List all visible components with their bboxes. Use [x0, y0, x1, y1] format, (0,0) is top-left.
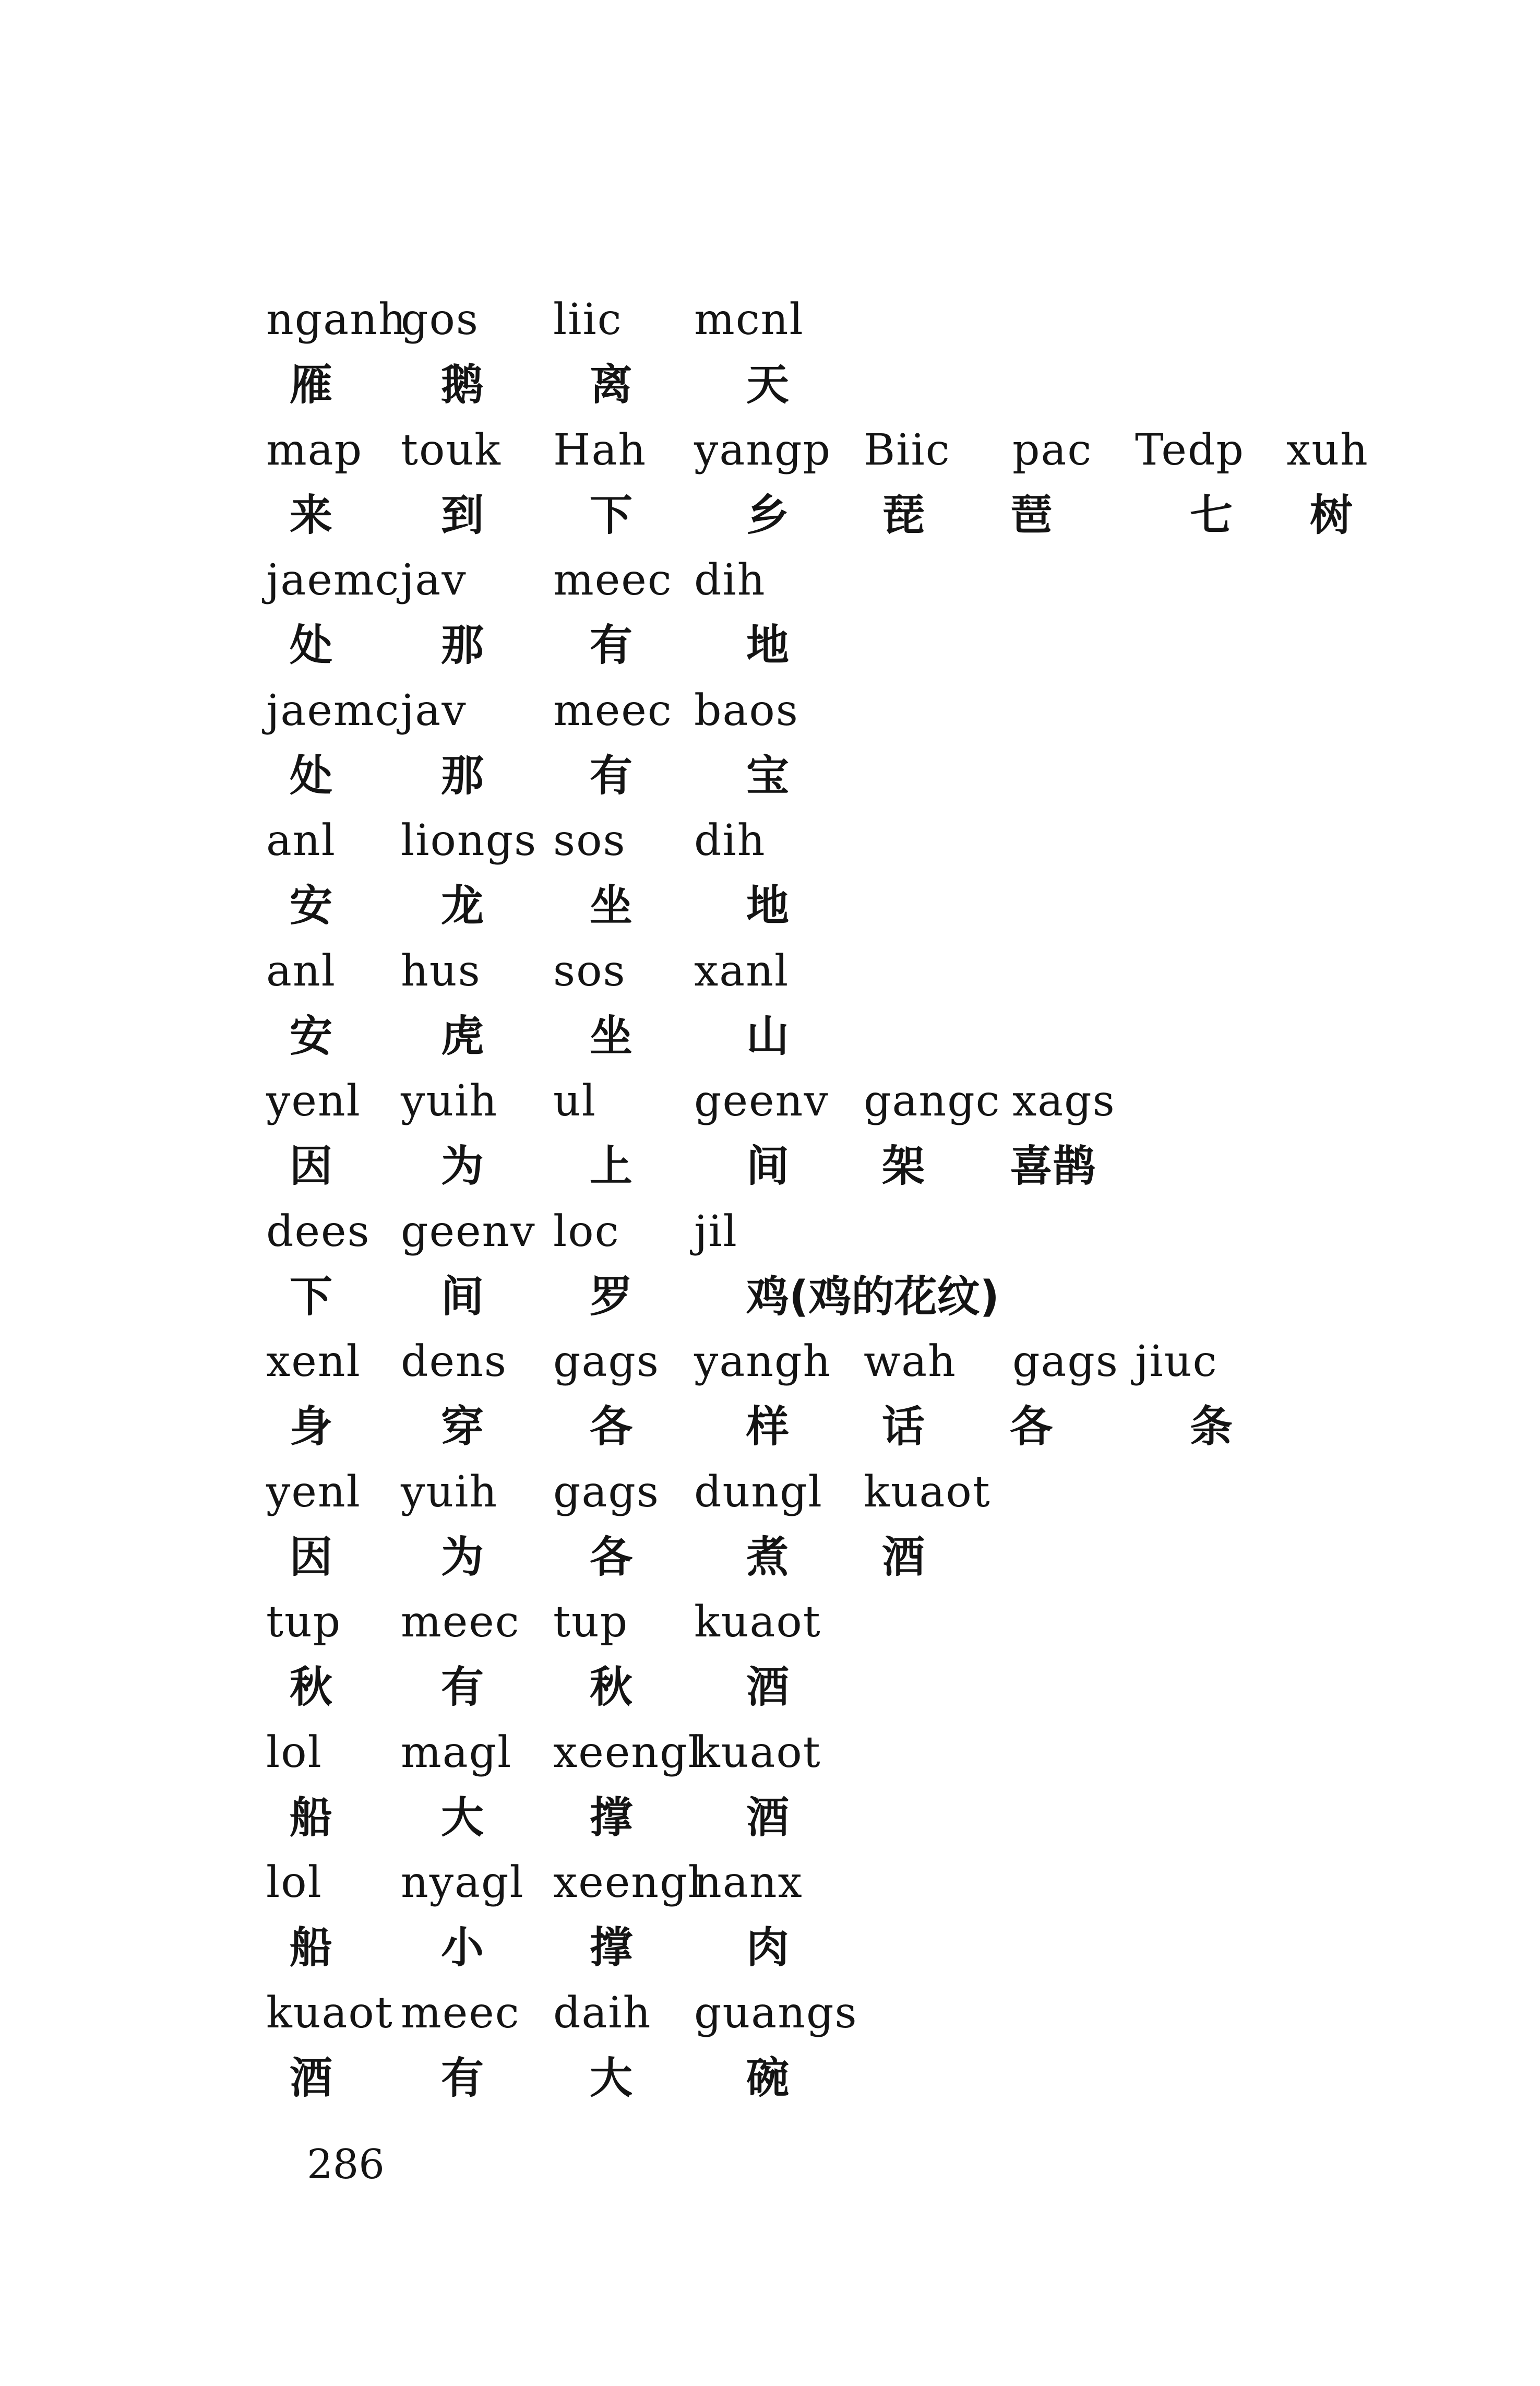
gloss-word: 为 — [441, 1142, 484, 1191]
romanized-word: nyagl — [401, 1858, 524, 1907]
gloss-word: 鸡(鸡的花纹) — [746, 1272, 999, 1322]
page-number: 286 — [307, 2141, 385, 2188]
romanized-word: yuih — [401, 1467, 498, 1517]
gloss-word: 秋 — [290, 1663, 333, 1712]
romanized-word: xanl — [694, 946, 790, 996]
romanized-word: anl — [266, 946, 336, 996]
romanized-word: map — [266, 425, 363, 475]
romanized-word: dungl — [694, 1467, 823, 1517]
romanized-word: jav — [401, 555, 467, 605]
romanized-word: jaemc — [266, 685, 400, 735]
romanized-word: tup — [553, 1597, 629, 1647]
gloss-word: 煮 — [746, 1532, 790, 1582]
gloss-word: 乡 — [746, 490, 790, 540]
romanized-word: Biic — [864, 425, 951, 475]
gloss-word: 有 — [590, 621, 633, 670]
gloss-word: 上 — [590, 1142, 633, 1191]
romanized-word: daih — [553, 1988, 652, 2038]
romanized-word: mcnl — [694, 295, 804, 345]
romanized-word: gos — [401, 295, 479, 345]
romanized-word: anl — [266, 816, 336, 865]
romanized-word: loc — [553, 1206, 620, 1256]
gloss-word: 因 — [290, 1532, 333, 1582]
gloss-word: 有 — [590, 751, 633, 801]
romanized-word: geenv — [401, 1206, 536, 1256]
gloss-word: 安 — [290, 1011, 333, 1061]
gloss-word: 来 — [290, 490, 333, 540]
romanized-word: yangh — [694, 1337, 832, 1386]
gloss-word: 撑 — [590, 1793, 633, 1843]
romanized-word: liic — [553, 295, 623, 345]
gloss-word: 碗 — [746, 2053, 790, 2103]
romanized-word: guangs — [694, 1988, 858, 2038]
romanized-word: sos — [553, 946, 626, 996]
gloss-word: 撑 — [590, 1923, 633, 1973]
gloss-word: 穿 — [441, 1402, 484, 1452]
romanized-word: wah — [864, 1337, 957, 1386]
gloss-word: 琶 — [1010, 490, 1053, 540]
romanized-word: xags — [1012, 1076, 1116, 1126]
gloss-word: 船 — [290, 1923, 333, 1973]
gloss-word: 树 — [1310, 490, 1353, 540]
gloss-word: 各 — [590, 1532, 633, 1582]
romanized-word: gags — [553, 1467, 660, 1517]
gloss-word: 间 — [441, 1272, 484, 1322]
romanized-word: yenl — [266, 1076, 361, 1126]
gloss-word: 那 — [441, 621, 484, 670]
romanized-word: pac — [1012, 425, 1093, 475]
gloss-word: 各 — [590, 1402, 633, 1452]
romanized-word: Tedp — [1135, 425, 1245, 475]
gloss-word: 酒 — [746, 1793, 790, 1843]
gloss-word: 罗 — [590, 1272, 633, 1322]
romanized-word: meec — [553, 555, 673, 605]
romanized-word: ul — [553, 1076, 597, 1126]
romanized-word: touk — [401, 425, 502, 475]
romanized-word: dens — [401, 1337, 507, 1386]
romanized-word: dih — [694, 816, 766, 865]
romanized-word: Hah — [553, 425, 647, 475]
gloss-word: 架 — [882, 1142, 925, 1191]
gloss-word: 天 — [746, 360, 790, 410]
gloss-word: 条 — [1190, 1402, 1233, 1452]
romanized-word: xeengl — [553, 1727, 703, 1777]
gloss-word: 处 — [290, 751, 333, 801]
romanized-word: gags — [1012, 1337, 1119, 1386]
gloss-word: 船 — [290, 1793, 333, 1843]
gloss-word: 坐 — [590, 1011, 633, 1061]
romanized-word: gangc — [864, 1076, 1001, 1126]
gloss-word: 地 — [746, 621, 790, 670]
gloss-word: 离 — [590, 360, 633, 410]
gloss-word: 七 — [1190, 490, 1233, 540]
romanized-word: xenl — [266, 1337, 361, 1386]
romanized-word: gags — [553, 1337, 660, 1386]
gloss-word: 坐 — [590, 881, 633, 931]
gloss-word: 话 — [882, 1402, 925, 1452]
gloss-word: 到 — [441, 490, 484, 540]
gloss-word: 间 — [746, 1142, 790, 1191]
gloss-word: 山 — [746, 1011, 790, 1061]
romanized-word: yenl — [266, 1467, 361, 1517]
gloss-word: 地 — [746, 881, 790, 931]
romanized-word: kuaot — [694, 1727, 821, 1777]
gloss-word: 喜鹊 — [1010, 1142, 1096, 1191]
gloss-word: 酒 — [882, 1532, 925, 1582]
romanized-word: kuaot — [694, 1597, 821, 1647]
gloss-word: 龙 — [441, 881, 484, 931]
gloss-word: 因 — [290, 1142, 333, 1191]
gloss-word: 秋 — [590, 1663, 633, 1712]
gloss-word: 处 — [290, 621, 333, 670]
romanized-word: lol — [266, 1727, 323, 1777]
gloss-word: 下 — [590, 490, 633, 540]
gloss-word: 鹅 — [441, 360, 484, 410]
gloss-word: 样 — [746, 1402, 790, 1452]
romanized-word: xeengl — [553, 1858, 703, 1907]
gloss-word: 肉 — [746, 1923, 790, 1973]
gloss-word: 有 — [441, 1663, 484, 1712]
gloss-word: 酒 — [746, 1663, 790, 1712]
romanized-word: hus — [401, 946, 481, 996]
gloss-word: 各 — [1010, 1402, 1053, 1452]
romanized-word: kuaot — [266, 1988, 393, 2038]
romanized-word: yuih — [401, 1076, 498, 1126]
romanized-word: geenv — [694, 1076, 829, 1126]
gloss-word: 琵 — [882, 490, 925, 540]
gloss-word: 安 — [290, 881, 333, 931]
romanized-word: liongs — [401, 816, 538, 865]
romanized-word: tup — [266, 1597, 342, 1647]
romanized-word: magl — [401, 1727, 512, 1777]
romanized-word: meec — [401, 1597, 520, 1647]
gloss-word: 雁 — [290, 360, 333, 410]
gloss-word: 那 — [441, 751, 484, 801]
gloss-word: 大 — [590, 2053, 633, 2103]
romanized-word: nganh — [266, 295, 407, 345]
romanized-word: meec — [401, 1988, 520, 2038]
romanized-word: dees — [266, 1206, 371, 1256]
romanized-word: yangp — [694, 425, 832, 475]
romanized-word: jil — [694, 1206, 738, 1256]
gloss-word: 为 — [441, 1532, 484, 1582]
romanized-word: sos — [553, 816, 626, 865]
romanized-word: jiuc — [1135, 1337, 1218, 1386]
gloss-word: 下 — [290, 1272, 333, 1322]
gloss-word: 身 — [290, 1402, 333, 1452]
gloss-word: 小 — [441, 1923, 484, 1973]
gloss-word: 宝 — [746, 751, 790, 801]
gloss-word: 有 — [441, 2053, 484, 2103]
romanized-word: jaemc — [266, 555, 400, 605]
romanized-word: xuh — [1286, 425, 1369, 475]
gloss-word: 大 — [441, 1793, 484, 1843]
romanized-word: lol — [266, 1858, 323, 1907]
romanized-word: nanx — [694, 1858, 803, 1907]
romanized-word: dih — [694, 555, 766, 605]
gloss-word: 酒 — [290, 2053, 333, 2103]
romanized-word: jav — [401, 685, 467, 735]
romanized-word: meec — [553, 685, 673, 735]
romanized-word: baos — [694, 685, 799, 735]
gloss-word: 虎 — [441, 1011, 484, 1061]
romanized-word: kuaot — [864, 1467, 991, 1517]
